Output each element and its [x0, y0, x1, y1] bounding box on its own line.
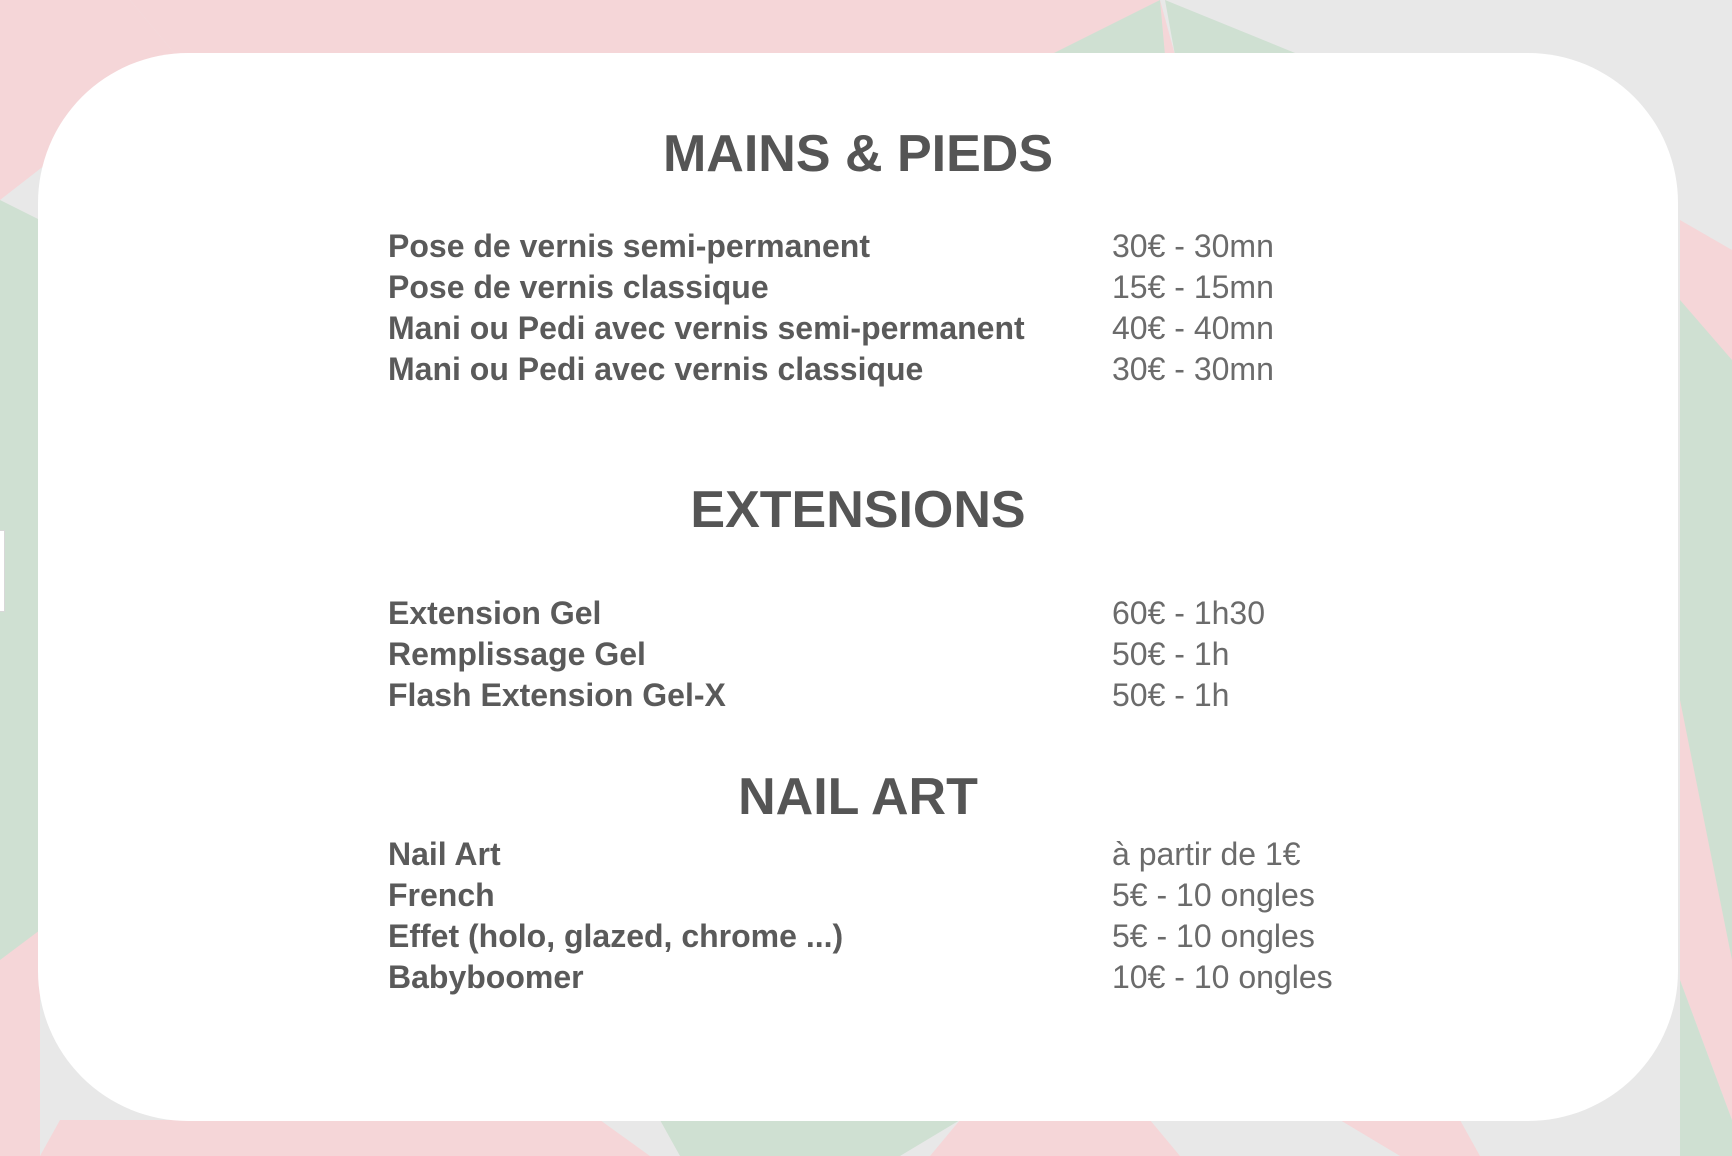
section-title-nail-art: NAIL ART [738, 768, 978, 826]
service-price: 50€ - 1h [1112, 636, 1230, 672]
service-name: Pose de vernis semi-permanent [388, 228, 870, 264]
service-price: 30€ - 30mn [1112, 228, 1274, 264]
service-name: Babyboomer [388, 959, 584, 995]
service-name: Mani ou Pedi avec vernis classique [388, 351, 924, 387]
service-name: Remplissage Gel [388, 636, 646, 672]
service-name: Extension Gel [388, 595, 602, 631]
service-name: Nail Art [388, 836, 501, 872]
service-name: Pose de vernis classique [388, 269, 769, 305]
service-price: 10€ - 10 ongles [1112, 959, 1333, 995]
section-title-mains-pieds: MAINS & PIEDS [662, 125, 1054, 183]
service-price: 40€ - 40mn [1112, 310, 1274, 346]
service-price: 50€ - 1h [1112, 677, 1230, 713]
service-price: 30€ - 30mn [1112, 351, 1274, 387]
side-tab-handle[interactable] [0, 530, 5, 612]
service-name: Flash Extension Gel-X [388, 677, 726, 713]
service-price: 5€ - 10 ongles [1112, 918, 1315, 954]
service-price: 15€ - 15mn [1112, 269, 1274, 305]
service-price: 5€ - 10 ongles [1112, 877, 1315, 913]
service-price: à partir de 1€ [1112, 836, 1301, 872]
service-name: Mani ou Pedi avec vernis semi-permanent [388, 310, 1025, 346]
service-name: Effet (holo, glazed, chrome ...) [388, 918, 844, 954]
section-title-extensions: EXTENSIONS [690, 481, 1026, 539]
service-name: French [388, 877, 495, 913]
service-price: 60€ - 1h30 [1112, 595, 1266, 631]
price-list-card [38, 53, 1678, 1121]
